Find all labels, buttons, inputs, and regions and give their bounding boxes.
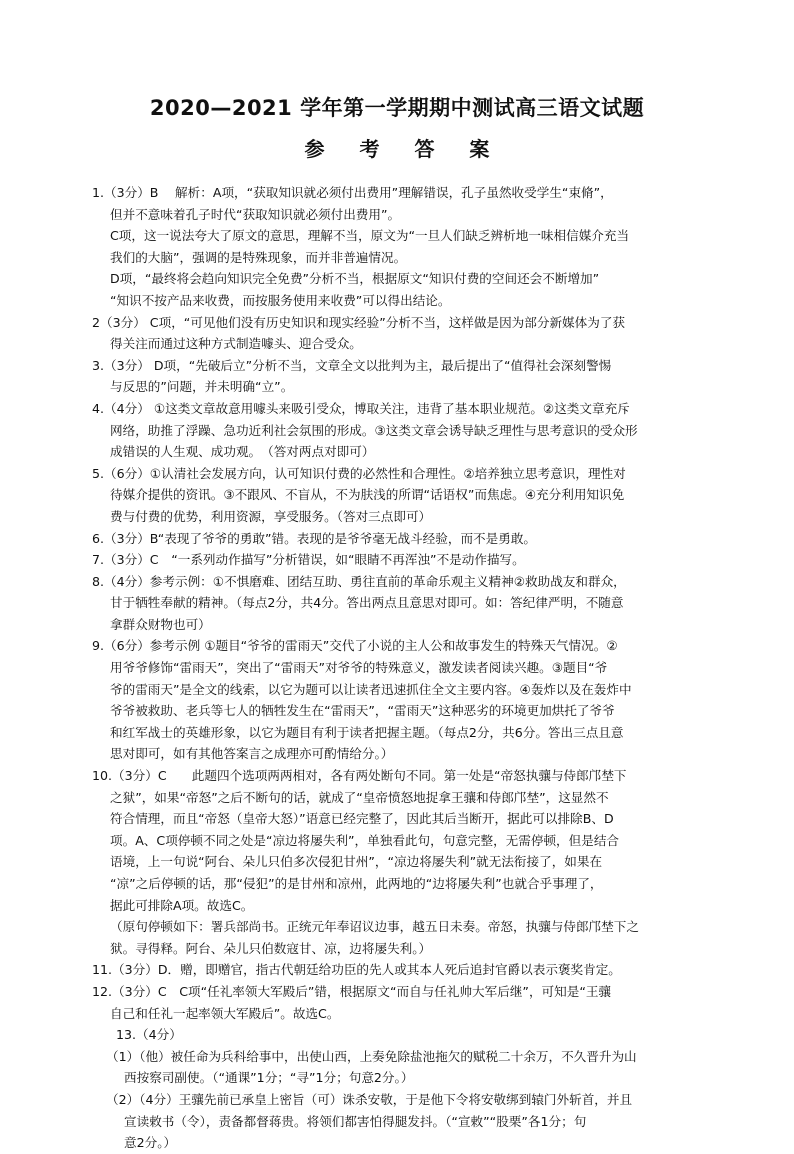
answer-line: 与反思的”问题，并未明确“立”。 — [110, 379, 294, 395]
answer-line: D项，“最终将会趋向知识完全免费”分析不当，根据原文“知识付费的空间还会不断增加” — [110, 271, 600, 287]
answer-item-13 — [92, 1024, 706, 1154]
answer-line: 语境，上一句说“阿台、朵儿只伯多次侵犯甘州”，“凉边将屡失利”就无法衔接了，如果在 — [110, 854, 603, 870]
answer-line: 思对即可，如有其他答案言之成理亦可酌情给分。） — [110, 746, 394, 762]
answer-line: 费与付费的优势，利用资源，享受服务。（答对三点即可） — [110, 508, 432, 524]
answer-line: 宣读敕书（令），责备都督蒋贵。将领们都害怕得腿发抖。（“宣敕”“股栗”各1分；句 — [124, 1113, 587, 1129]
answer-line: 12.（3分）C C项“任礼率领大军殿后”错，根据原文“而自与任礼帅大军后继”，可知是“王骧 — [92, 983, 612, 999]
answer-line: 爷的雷雨天”是全文的线索，以它为题可以让读者迅速抓住全文主要内容。④轰炸以及在轰炸中 — [110, 681, 632, 697]
answer-item-5 — [92, 463, 706, 528]
answer-line: 成错误的人生观、成功观。 （答对两点对即可） — [110, 444, 375, 460]
answer-item-2 — [92, 312, 706, 355]
answer-line: 和红军战士的英雄形象，以它为题目有利于读者把握主题。（每点2分，共6分。答出三点且意 — [110, 724, 624, 740]
answer-line: “知识不按产品来收费，而按服务使用来收费”可以得出结论。 — [110, 292, 451, 308]
answer-line: 项。A、C项停顿不同之处是“凉边将屡失利”，单独看此句，句意完整，无需停顿，但是结合 — [110, 832, 620, 848]
answer-item-4 — [92, 398, 706, 463]
answer-line: 8.（4分）参考示例：①不惧磨难、团结互助、勇往直前的革命乐观主义精神②救助战友和群众， — [92, 573, 626, 589]
answer-line: 用爷爷修饰“雷雨天”，突出了“雷雨天”对爷爷的特殊意义，激发读者阅读兴趣。③题目“爷 — [110, 660, 608, 676]
answer-line: 2（3分） C项，“可见他们没有历史知识和现实经验”分析不当，这样做是因为部分新媒体为了获 — [92, 314, 626, 330]
answer-line: （原句停顿如下：署兵部尚书。正统元年奉诏议边事，越五日未奏。帝怒，执骧与侍郎邝埜下之 — [110, 919, 639, 935]
answer-line: 据此可排除A项。故选C。 — [110, 897, 254, 913]
answer-item-6 — [92, 528, 706, 550]
answer-line: 待媒介提供的资讯。③不跟风、不盲从，不为肤浅的所谓“话语权”而焦虑。④充分利用知识免 — [110, 487, 625, 503]
answer-line: 意2分。） — [124, 1135, 177, 1151]
answer-item-9 — [92, 635, 706, 765]
answer-line: （1）（他）被任命为兵科给事中，出使山西，上奏免除盐池拖欠的赋税二十余万，不久晋升为山 — [106, 1048, 637, 1064]
answer-line: 11.（3分）D．赠，即赠官，指古代朝廷给功臣的先人或其本人死后追封官爵以表示褒奖肯定。 — [92, 962, 621, 978]
answer-line: 拿群众财物也可） — [110, 616, 211, 632]
answer-line: 自己和任礼一起率领大军殿后”。故选C。 — [110, 1005, 340, 1021]
answer-item-10 — [92, 765, 706, 959]
answer-line: 之狱”，如果“帝怒”之后不断句的话，就成了“皇帝愤怒地捉拿王骧和侍郎邝埜”，这显然不 — [110, 789, 609, 805]
answer-line: 4.（4分） ①这类文章故意用噱头来吸引受众，博取关注，违背了基本职业规范。②这类文章充斥 — [92, 400, 630, 416]
answer-line: 7.（3分）C “一系列动作描写”分析错误，如“眼睛不再浑浊”不是动作描写。 — [92, 552, 525, 568]
answer-line: “凉”之后停顿的话，那“侵犯”的是甘州和凉州，此两地的“边将屡失利”也就合乎事理了， — [110, 876, 603, 891]
answer-line: 网络，助推了浮躁、急功近利社会氛围的形成。③这类文章会诱导缺乏理性与思考意识的受众形 — [110, 422, 638, 438]
answer-line: 狱。寻得释。阿台、朵儿只伯数寇甘、凉，边将屡失利。） — [110, 940, 432, 956]
answer-line: 13.（4分） — [116, 1027, 182, 1043]
answer-line: 爷爷被救助、老兵等七人的牺牲发生在“雷雨天”，“雷雨天”这种恶劣的环境更加烘托了爷爷 — [110, 703, 615, 719]
answer-line: 3.（3分） D项，“先破后立”分析不当，文章全文以批判为主，最后提出了“值得社会深刻警惕 — [92, 357, 612, 373]
answer-item-11 — [92, 959, 706, 981]
answer-line: 10.（3分）C 此题四个选项两两相对，各有两处断句不同。第一处是“帝怒执骧与侍郎邝埜下 — [92, 768, 627, 784]
answer-line: 5.（6分）①认清社会发展方向，认可知识付费的必然性和合理性。②培养独立思考意识，理性对 — [92, 465, 626, 481]
answer-line: 但并不意味着孔子时代“获取知识就必须付出费用”。 — [110, 206, 401, 222]
answer-line: 我们的大脑”，强调的是特殊现象，而并非普遍情况。 — [110, 249, 407, 265]
answer-item-1 — [92, 182, 706, 312]
answer-line: 9.（6分）参考示例 ①题目“爷爷的雷雨天”交代了小说的主人公和故事发生的特殊天气情况。② — [92, 638, 618, 654]
answer-item-7 — [92, 549, 706, 571]
answer-line: 甘于牺牲奉献的精神。（每点2分，共4分。答出两点且意思对即可。如：答纪律严明，不随意 — [110, 595, 624, 611]
answer-item-3 — [92, 355, 706, 398]
page-title: 2020—2021 学年第一学期期中测试高三语文试题 — [149, 96, 645, 120]
page-subtitle: 参 考 答 案 — [304, 137, 504, 161]
answer-item-12 — [92, 981, 706, 1024]
answer-line: C项，这一说法夸大了原文的意思，理解不当，原文为“一旦人们缺乏辨析地一味相信媒介充当 — [110, 228, 630, 244]
answer-item-8 — [92, 571, 706, 636]
answer-line: 1.（3分）B 解析：A项，“获取知识就必须付出费用”理解错误，孔子虽然收受学生“束脩”， — [92, 185, 613, 200]
answer-line: 6.（3分）B“表现了爷爷的勇敢”错。表现的是爷爷毫无战斗经验，而不是勇敢。 — [92, 530, 537, 546]
answer-line: 西按察司副使。（“通课”1分；“寻”1分；句意2分。） — [124, 1070, 414, 1086]
answer-list — [92, 182, 706, 1154]
answer-line: （2）（4分）王骧先前已承皇上密旨（可）诛杀安敬，于是他下令将安敬绑到辕门外斩首，并且 — [106, 1091, 633, 1107]
answer-line: 符合情理，而且“帝怒（皇帝大怒）”语意已经完整了，因此其后当断开，据此可以排除B、D — [110, 811, 614, 827]
answer-line: 得关注而通过这种方式制造噱头、迎合受众。 — [110, 336, 362, 352]
